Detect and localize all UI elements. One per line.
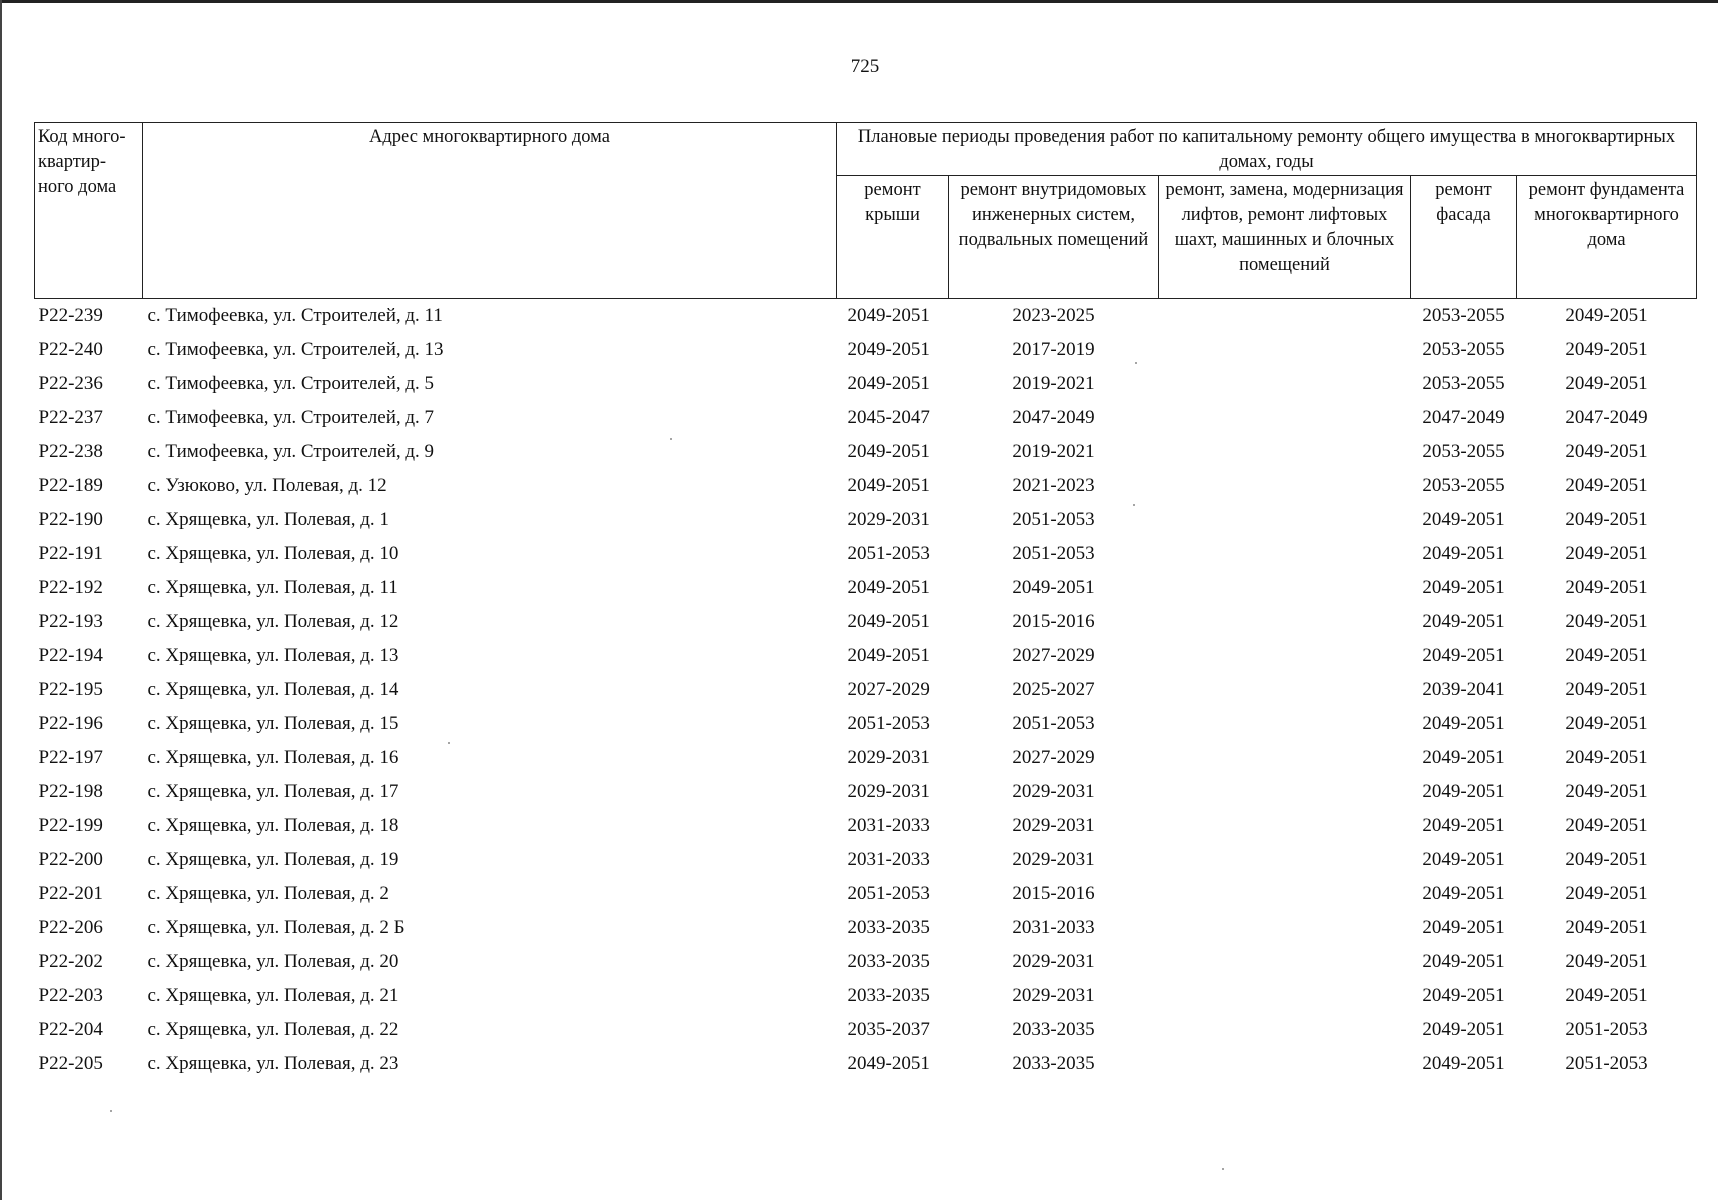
table-row xyxy=(35,469,1697,503)
row-code: Р22-205 xyxy=(38,1053,103,1074)
row-lifts-period xyxy=(1159,877,1411,911)
row-address: с. Тимофеевка, ул. Строителей, д. 9 xyxy=(147,441,435,462)
table-row xyxy=(35,673,1697,707)
table-row xyxy=(35,911,1697,945)
row-address: с. Хрящевка, ул. Полевая, д. 15 xyxy=(147,713,399,734)
row-facade-period: 2049-2051 xyxy=(1422,781,1505,802)
table-row xyxy=(35,537,1697,571)
row-foundation-period: 2049-2051 xyxy=(1565,917,1648,938)
row-roof-period: 2033-2035 xyxy=(847,951,930,972)
row-engineering-period: 2015-2016 xyxy=(1012,611,1095,632)
table-row xyxy=(35,707,1697,741)
row-facade-period: 2049-2051 xyxy=(1422,645,1505,666)
row-engineering-period: 2049-2051 xyxy=(1012,577,1095,598)
row-facade-period: 2049-2051 xyxy=(1422,713,1505,734)
header-periods: Плановые периоды проведения работ по капитальному ремонту общего имущества в многоквартирных домах, годы xyxy=(837,123,1697,176)
table-row xyxy=(35,877,1697,911)
table-row xyxy=(35,401,1697,435)
row-code: Р22-197 xyxy=(38,747,103,768)
row-engineering-period: 2051-2053 xyxy=(1012,543,1095,564)
row-lifts-period xyxy=(1159,333,1411,367)
table-row xyxy=(35,945,1697,979)
row-roof-period: 2031-2033 xyxy=(847,849,930,870)
document-sheet xyxy=(34,122,1696,1081)
row-foundation-period: 2049-2051 xyxy=(1565,951,1648,972)
row-address: с. Узюково, ул. Полевая, д. 12 xyxy=(147,475,387,496)
row-engineering-period: 2025-2027 xyxy=(1012,679,1095,700)
row-facade-period: 2049-2051 xyxy=(1422,883,1505,904)
row-roof-period: 2049-2051 xyxy=(847,577,930,598)
row-code: Р22-193 xyxy=(38,611,103,632)
row-engineering-period: 2019-2021 xyxy=(1012,441,1095,462)
row-foundation-period: 2049-2051 xyxy=(1565,781,1648,802)
row-engineering-period: 2029-2031 xyxy=(1012,849,1095,870)
row-facade-period: 2053-2055 xyxy=(1422,441,1505,462)
row-address: с. Хрящевка, ул. Полевая, д. 20 xyxy=(147,951,399,972)
row-facade-period: 2049-2051 xyxy=(1422,849,1505,870)
row-facade-period: 2049-2051 xyxy=(1422,951,1505,972)
row-facade-period: 2049-2051 xyxy=(1422,611,1505,632)
row-engineering-period: 2051-2053 xyxy=(1012,509,1095,530)
row-lifts-period xyxy=(1159,639,1411,673)
row-engineering-period: 2031-2033 xyxy=(1012,917,1095,938)
row-lifts-period xyxy=(1159,741,1411,775)
row-roof-period: 2049-2051 xyxy=(847,645,930,666)
row-roof-period: 2049-2051 xyxy=(847,475,930,496)
row-address: с. Тимофеевка, ул. Строителей, д. 5 xyxy=(147,373,435,394)
row-roof-period: 2049-2051 xyxy=(847,611,930,632)
row-code: Р22-199 xyxy=(38,815,103,836)
row-foundation-period: 2047-2049 xyxy=(1565,407,1648,428)
row-code: Р22-194 xyxy=(38,645,103,666)
row-address: с. Хрящевка, ул. Полевая, д. 1 xyxy=(147,509,389,530)
scan-speck xyxy=(670,438,672,440)
row-engineering-period: 2015-2016 xyxy=(1012,883,1095,904)
row-engineering-period: 2021-2023 xyxy=(1012,475,1095,496)
row-facade-period: 2049-2051 xyxy=(1422,815,1505,836)
row-lifts-period xyxy=(1159,537,1411,571)
row-facade-period: 2039-2041 xyxy=(1422,679,1505,700)
row-foundation-period: 2049-2051 xyxy=(1565,441,1648,462)
row-lifts-period xyxy=(1159,707,1411,741)
row-lifts-period xyxy=(1159,979,1411,1013)
row-roof-period: 2045-2047 xyxy=(847,407,930,428)
row-code: Р22-203 xyxy=(38,985,103,1006)
table-row xyxy=(35,571,1697,605)
row-facade-period: 2049-2051 xyxy=(1422,1019,1505,1040)
row-foundation-period: 2049-2051 xyxy=(1565,883,1648,904)
row-address: с. Хрящевка, ул. Полевая, д. 2 xyxy=(147,883,389,904)
row-lifts-period xyxy=(1159,673,1411,707)
header-foundation: ремонт фундамента многоквартирного дома xyxy=(1517,176,1697,299)
row-lifts-period xyxy=(1159,911,1411,945)
page-number: 725 xyxy=(850,56,880,77)
row-roof-period: 2029-2031 xyxy=(847,747,930,768)
row-lifts-period xyxy=(1159,299,1411,334)
row-engineering-period: 2027-2029 xyxy=(1012,747,1095,768)
table-row xyxy=(35,809,1697,843)
row-code: Р22-200 xyxy=(38,849,103,870)
row-engineering-period: 2029-2031 xyxy=(1012,985,1095,1006)
row-code: Р22-206 xyxy=(38,917,103,938)
row-foundation-period: 2049-2051 xyxy=(1565,373,1648,394)
row-foundation-period: 2049-2051 xyxy=(1565,679,1648,700)
header-code: Код много-квартир-ного дома xyxy=(35,123,143,299)
scan-edge-left xyxy=(0,0,2,1200)
row-foundation-period: 2051-2053 xyxy=(1565,1019,1648,1040)
row-foundation-period: 2051-2053 xyxy=(1565,1053,1648,1074)
row-address: с. Хрящевка, ул. Полевая, д. 19 xyxy=(147,849,399,870)
row-roof-period: 2051-2053 xyxy=(847,883,930,904)
table-body xyxy=(35,299,1697,1082)
row-facade-period: 2049-2051 xyxy=(1422,985,1505,1006)
header-address: Адрес многоквартирного дома xyxy=(143,123,837,299)
row-roof-period: 2049-2051 xyxy=(847,373,930,394)
header-lifts: ремонт, замена, модернизация лифтов, ремонт лифтовых шахт, машинных и блочных помещений xyxy=(1159,176,1411,299)
row-foundation-period: 2049-2051 xyxy=(1565,713,1648,734)
row-facade-period: 2053-2055 xyxy=(1422,305,1505,326)
row-code: Р22-202 xyxy=(38,951,103,972)
row-lifts-period xyxy=(1159,503,1411,537)
table-row xyxy=(35,1047,1697,1081)
row-address: с. Хрящевка, ул. Полевая, д. 12 xyxy=(147,611,399,632)
row-foundation-period: 2049-2051 xyxy=(1565,985,1648,1006)
row-lifts-period xyxy=(1159,367,1411,401)
row-lifts-period xyxy=(1159,469,1411,503)
row-address: с. Хрящевка, ул. Полевая, д. 14 xyxy=(147,679,399,700)
row-engineering-period: 2047-2049 xyxy=(1012,407,1095,428)
row-engineering-period: 2033-2035 xyxy=(1012,1053,1095,1074)
row-facade-period: 2049-2051 xyxy=(1422,577,1505,598)
row-foundation-period: 2049-2051 xyxy=(1565,339,1648,360)
row-foundation-period: 2049-2051 xyxy=(1565,611,1648,632)
scan-edge-top xyxy=(0,0,1718,3)
scan-speck xyxy=(448,742,450,744)
row-roof-period: 2035-2037 xyxy=(847,1019,930,1040)
row-engineering-period: 2033-2035 xyxy=(1012,1019,1095,1040)
row-code: Р22-189 xyxy=(38,475,103,496)
row-foundation-period: 2049-2051 xyxy=(1565,305,1648,326)
row-code: Р22-239 xyxy=(38,305,103,326)
row-roof-period: 2051-2053 xyxy=(847,543,930,564)
row-facade-period: 2049-2051 xyxy=(1422,543,1505,564)
scan-speck xyxy=(1135,362,1137,364)
row-address: с. Хрящевка, ул. Полевая, д. 23 xyxy=(147,1053,399,1074)
row-engineering-period: 2029-2031 xyxy=(1012,781,1095,802)
table-row xyxy=(35,1013,1697,1047)
row-facade-period: 2053-2055 xyxy=(1422,475,1505,496)
row-engineering-period: 2019-2021 xyxy=(1012,373,1095,394)
row-engineering-period: 2029-2031 xyxy=(1012,815,1095,836)
row-address: с. Хрящевка, ул. Полевая, д. 2 Б xyxy=(147,917,405,938)
row-code: Р22-237 xyxy=(38,407,103,428)
row-lifts-period xyxy=(1159,1013,1411,1047)
row-code: Р22-198 xyxy=(38,781,103,802)
table-row xyxy=(35,605,1697,639)
repair-schedule-table xyxy=(34,122,1697,1081)
row-foundation-period: 2049-2051 xyxy=(1565,543,1648,564)
row-code: Р22-238 xyxy=(38,441,103,462)
row-facade-period: 2047-2049 xyxy=(1422,407,1505,428)
row-code: Р22-191 xyxy=(38,543,103,564)
row-code: Р22-192 xyxy=(38,577,103,598)
row-facade-period: 2053-2055 xyxy=(1422,373,1505,394)
row-foundation-period: 2049-2051 xyxy=(1565,577,1648,598)
row-foundation-period: 2049-2051 xyxy=(1565,849,1648,870)
table-row xyxy=(35,741,1697,775)
row-engineering-period: 2017-2019 xyxy=(1012,339,1095,360)
scan-speck xyxy=(1133,504,1135,506)
row-code: Р22-204 xyxy=(38,1019,103,1040)
row-foundation-period: 2049-2051 xyxy=(1565,747,1648,768)
row-foundation-period: 2049-2051 xyxy=(1565,645,1648,666)
row-engineering-period: 2023-2025 xyxy=(1012,305,1095,326)
row-roof-period: 2029-2031 xyxy=(847,781,930,802)
row-lifts-period xyxy=(1159,401,1411,435)
row-address: с. Хрящевка, ул. Полевая, д. 18 xyxy=(147,815,399,836)
row-address: с. Хрящевка, ул. Полевая, д. 22 xyxy=(147,1019,399,1040)
row-address: с. Тимофеевка, ул. Строителей, д. 7 xyxy=(147,407,435,428)
row-roof-period: 2049-2051 xyxy=(847,305,930,326)
row-roof-period: 2029-2031 xyxy=(847,509,930,530)
row-address: с. Хрящевка, ул. Полевая, д. 21 xyxy=(147,985,399,1006)
row-address: с. Хрящевка, ул. Полевая, д. 16 xyxy=(147,747,399,768)
row-roof-period: 2027-2029 xyxy=(847,679,930,700)
table-row xyxy=(35,639,1697,673)
table-row xyxy=(35,299,1697,334)
row-code: Р22-195 xyxy=(38,679,103,700)
header-facade: ремонт фасада xyxy=(1411,176,1517,299)
row-engineering-period: 2027-2029 xyxy=(1012,645,1095,666)
row-roof-period: 2049-2051 xyxy=(847,1053,930,1074)
row-code: Р22-190 xyxy=(38,509,103,530)
table-row xyxy=(35,435,1697,469)
row-lifts-period xyxy=(1159,1047,1411,1081)
table-header xyxy=(35,123,1697,299)
row-engineering-period: 2051-2053 xyxy=(1012,713,1095,734)
row-address: с. Хрящевка, ул. Полевая, д. 13 xyxy=(147,645,399,666)
row-facade-period: 2049-2051 xyxy=(1422,917,1505,938)
table-row xyxy=(35,979,1697,1013)
row-lifts-period xyxy=(1159,809,1411,843)
row-address: с. Тимофеевка, ул. Строителей, д. 11 xyxy=(147,305,443,326)
row-facade-period: 2049-2051 xyxy=(1422,509,1505,530)
row-lifts-period xyxy=(1159,571,1411,605)
row-lifts-period xyxy=(1159,843,1411,877)
row-roof-period: 2031-2033 xyxy=(847,815,930,836)
row-address: с. Хрящевка, ул. Полевая, д. 11 xyxy=(147,577,398,598)
row-roof-period: 2033-2035 xyxy=(847,917,930,938)
scan-speck xyxy=(110,1110,112,1112)
row-lifts-period xyxy=(1159,605,1411,639)
row-roof-period: 2051-2053 xyxy=(847,713,930,734)
header-roof: ремонт крыши xyxy=(837,176,949,299)
row-roof-period: 2033-2035 xyxy=(847,985,930,1006)
row-address: с. Тимофеевка, ул. Строителей, д. 13 xyxy=(147,339,444,360)
row-lifts-period xyxy=(1159,775,1411,809)
row-foundation-period: 2049-2051 xyxy=(1565,815,1648,836)
row-roof-period: 2049-2051 xyxy=(847,339,930,360)
row-lifts-period xyxy=(1159,945,1411,979)
row-code: Р22-196 xyxy=(38,713,103,734)
table-row xyxy=(35,333,1697,367)
table-row xyxy=(35,843,1697,877)
row-code: Р22-201 xyxy=(38,883,103,904)
row-code: Р22-240 xyxy=(38,339,103,360)
row-facade-period: 2049-2051 xyxy=(1422,1053,1505,1074)
row-address: с. Хрящевка, ул. Полевая, д. 10 xyxy=(147,543,399,564)
row-foundation-period: 2049-2051 xyxy=(1565,509,1648,530)
scan-speck xyxy=(1222,1168,1224,1170)
row-address: с. Хрящевка, ул. Полевая, д. 17 xyxy=(147,781,399,802)
row-engineering-period: 2029-2031 xyxy=(1012,951,1095,972)
table-row xyxy=(35,367,1697,401)
row-facade-period: 2049-2051 xyxy=(1422,747,1505,768)
row-roof-period: 2049-2051 xyxy=(847,441,930,462)
row-lifts-period xyxy=(1159,435,1411,469)
row-facade-period: 2053-2055 xyxy=(1422,339,1505,360)
header-engineering: ремонт внутридомовых инженерных систем, подвальных помещений xyxy=(949,176,1159,299)
row-code: Р22-236 xyxy=(38,373,103,394)
table-row xyxy=(35,775,1697,809)
row-foundation-period: 2049-2051 xyxy=(1565,475,1648,496)
table-row xyxy=(35,503,1697,537)
